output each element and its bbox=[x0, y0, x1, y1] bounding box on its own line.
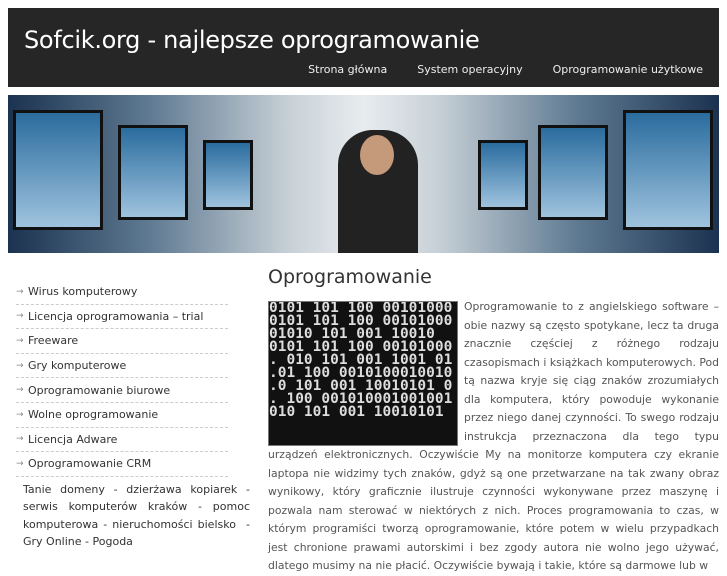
arrow-icon: → bbox=[16, 385, 24, 396]
sidebar-item-label: Oprogramowanie biurowe bbox=[28, 383, 171, 397]
sidebar-item[interactable] bbox=[16, 428, 228, 453]
link[interactable]: Pogoda bbox=[92, 535, 133, 549]
sidebar bbox=[16, 280, 251, 551]
site-header bbox=[8, 8, 719, 87]
link[interactable]: serwis komputerów kraków bbox=[23, 500, 188, 514]
sidebar-item[interactable] bbox=[16, 305, 228, 330]
nav-software[interactable]: Oprogramowanie użytkowe bbox=[552, 63, 703, 76]
person-head bbox=[360, 135, 394, 175]
article-text: Oprogramowanie to z angielskiego software – obie nazwy są często spotykane, lecz ta druga znacznie częściej z różnego rodzaju czasopismach i książkach komputerowych. Pod tą nazwa kryje się ciąg znaków zrozumiałych dla komputera, który powoduje wykonanie przez niego danej czynności. To swego rodzaju instrukcja przeznaczona dla tego typu urządzeń elektronicznych. Oczywiście My na monitorze komputera czy ekranie laptopa nie widzimy tych znaków, gdyż są one przetwarzane na tak zwany obraz wynikowy, który graficznie ilustruje czynności wykonywane przez maszynę i pozwala nam sterować w niektórych z nich. Proces programowania to czas, w którym programiści tworzą oprogramowanie, które potem w wielu przypadkach jest chronione prawami autorskimi i bez zgody autora nie wolno jego używać, dlatego musimy na nie płacić. Oczywiście bywają i takie, które są darmowe lub w bbox=[268, 300, 719, 572]
link[interactable]: pomoc komputerowa bbox=[23, 500, 250, 531]
sidebar-item[interactable] bbox=[16, 280, 228, 305]
article-body bbox=[268, 298, 719, 576]
sidebar-item-label: Oprogramowanie CRM bbox=[28, 457, 152, 471]
arrow-icon: → bbox=[16, 360, 24, 371]
sidebar-item[interactable] bbox=[16, 452, 228, 477]
page-title: Oprogramowanie bbox=[268, 266, 432, 288]
sidebar-item[interactable] bbox=[16, 329, 228, 354]
link[interactable]: Gry Online bbox=[23, 535, 82, 549]
sidebar-item-label: Freeware bbox=[28, 334, 79, 348]
sidebar-item[interactable] bbox=[16, 354, 228, 379]
arrow-icon: → bbox=[16, 286, 24, 297]
arrow-icon: → bbox=[16, 409, 24, 420]
arrow-icon: → bbox=[16, 311, 24, 322]
banner-image bbox=[8, 95, 719, 253]
sidebar-item-label: Gry komputerowe bbox=[28, 359, 127, 373]
sidebar-item[interactable] bbox=[16, 403, 228, 428]
main-nav bbox=[308, 63, 703, 76]
nav-system[interactable]: System operacyjny bbox=[417, 63, 523, 76]
sidebar-item-label: Licencja Adware bbox=[28, 432, 118, 446]
sidebar-item[interactable] bbox=[16, 378, 228, 403]
arrow-icon: → bbox=[16, 434, 24, 445]
main-content bbox=[268, 266, 719, 576]
link[interactable]: Tanie domeny bbox=[23, 482, 105, 496]
binary-code-image: 0101 101 100 00101000 0101 101 100 00101000 01010 101 001 10010 0101 101 100 00101000 . 010 101 001 1001 01 .01 100 0010100010010 .0 101 001 10010101 0 . 100 001010001001001 010 101 001 10010101 bbox=[268, 301, 458, 446]
link[interactable]: dzierżawa kopiarek bbox=[126, 482, 238, 496]
sidebar-item-label: Wolne oprogramowanie bbox=[28, 408, 159, 422]
sidebar-item-label: Wirus komputerowy bbox=[28, 285, 138, 299]
site-title[interactable]: Sofcik.org - najlepsze oprogramowanie bbox=[24, 26, 480, 54]
sidebar-item-label: Licencja oprogramowania – trial bbox=[28, 309, 204, 323]
arrow-icon: → bbox=[16, 458, 24, 469]
link[interactable]: nieruchomości bielsko bbox=[112, 517, 236, 531]
arrow-icon: → bbox=[16, 335, 24, 346]
nav-home[interactable]: Strona główna bbox=[308, 63, 388, 76]
partner-links: Tanie domeny - dzierżawa kopiarek - serwis komputerów kraków - pomoc komputerowa - nieruchomości bielsko - Gry Online - Pogoda bbox=[23, 482, 251, 549]
